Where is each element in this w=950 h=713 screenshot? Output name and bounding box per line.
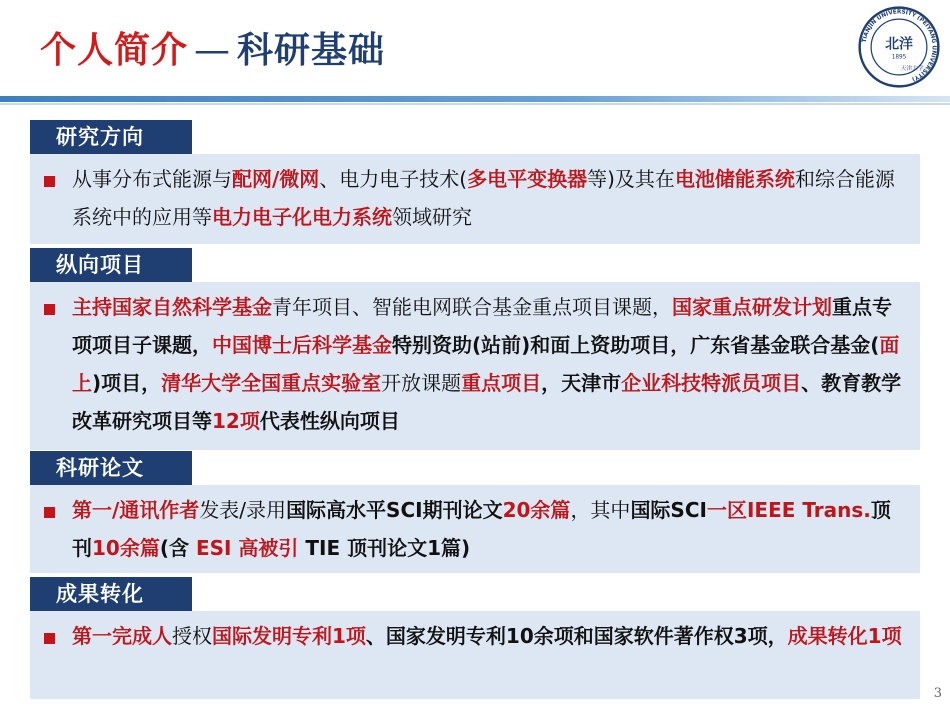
- highlight-text: 主持国家自然科学基金: [72, 295, 272, 319]
- highlight-text: 10余篇: [92, 536, 160, 560]
- section-text: [72, 624, 902, 648]
- page-title: [40, 22, 385, 73]
- title-main: 个人简介: [40, 30, 189, 71]
- logo-script: 天津大学: [900, 65, 924, 72]
- body-text: 、教育教学改革研究项目等: [72, 371, 902, 433]
- body-text: 、电力电子技术(: [319, 167, 468, 191]
- highlight-text: 多电平变换器: [467, 167, 588, 191]
- body-text: 授权: [172, 624, 212, 648]
- highlight-text: 12项: [212, 409, 260, 433]
- body-text: 和综合能源系统中的应用等: [72, 167, 895, 229]
- header-rule-light: [0, 103, 950, 105]
- page-number: 3: [933, 686, 942, 701]
- body-text: 等)及其在: [587, 167, 675, 191]
- university-logo: [858, 6, 940, 88]
- header-rule: [0, 96, 950, 102]
- section-heading-achievements: 成果转化: [30, 577, 192, 611]
- body-text: 国际SCI: [630, 498, 707, 522]
- highlight-text: 第一/通讯作者: [72, 498, 200, 522]
- section-panel-achievements: [30, 611, 920, 699]
- section-panel-projects: [30, 282, 920, 450]
- highlight-text: 中国博士后科学基金: [212, 333, 392, 357]
- body-text: 重点专项项目子课题，: [72, 295, 892, 357]
- section-text: [72, 295, 901, 433]
- body-text: 、国家发明专利10余项和国家软件著作权3项，: [365, 624, 788, 648]
- highlight-text: 电池储能系统: [674, 167, 795, 191]
- body-text: 领域研究: [392, 205, 472, 229]
- body-text: 国际高水平SCI期刊论文: [286, 498, 503, 522]
- body-text: 从事分布式能源与: [72, 167, 232, 191]
- highlight-text: 国家重点研发计划: [672, 295, 832, 319]
- section-text: [72, 498, 891, 560]
- body-text: 特别资助(站前)和面上资助项目，广东省基金联合基金(: [392, 333, 880, 357]
- bullet-square-icon: [44, 176, 55, 187]
- bullet-square-icon: [44, 304, 55, 315]
- logo-year: 1895: [891, 54, 907, 61]
- bullet-square-icon: [44, 507, 55, 518]
- highlight-text: 面上: [72, 333, 900, 395]
- body-text: 开放课题: [381, 371, 462, 395]
- body-text: 顶刊: [72, 498, 891, 560]
- section-heading-research-direction: 研究方向: [30, 120, 192, 154]
- body-text: 青年项目、智能电网联合基金重点项目课题，: [272, 295, 672, 319]
- highlight-text: 第一完成人: [72, 624, 172, 648]
- body-text: (含: [159, 536, 196, 560]
- body-text: TIE 顶刊论文1篇): [298, 536, 471, 560]
- section-panel-research-direction: [30, 154, 920, 244]
- title-sub: 科研基础: [237, 30, 386, 71]
- highlight-text: 企业科技特派员项目: [621, 371, 802, 395]
- logo-ring-text: TIANJIN UNIVERSITY (PEIYANG UNIVERSITY): [861, 9, 937, 82]
- highlight-text: 清华大学全国重点实验室: [161, 371, 382, 395]
- title-dash: —: [194, 30, 232, 71]
- highlight-text: 20余篇: [502, 498, 571, 522]
- body-text: ，其中: [570, 498, 631, 522]
- highlight-text: 重点项目: [461, 371, 542, 395]
- highlight-text: 一区IEEE Trans.: [706, 498, 871, 522]
- highlight-text: 电力电子化电力系统: [212, 205, 392, 229]
- highlight-text: ESI 高被引: [195, 536, 299, 560]
- highlight-text: 配网/微网: [232, 167, 320, 191]
- body-text: ，天津市: [541, 371, 622, 395]
- section-heading-papers: 科研论文: [30, 451, 192, 485]
- section-heading-projects: 纵向项目: [30, 248, 192, 282]
- bullet-square-icon: [44, 633, 55, 644]
- section-panel-papers: [30, 485, 920, 573]
- body-text: 代表性纵向项目: [259, 409, 400, 433]
- section-text: [72, 167, 895, 229]
- body-text: 发表/录用: [199, 498, 287, 522]
- highlight-text: 成果转化1项: [787, 624, 902, 648]
- logo-center-text: 北洋: [885, 36, 913, 53]
- body-text: )项目，: [92, 371, 162, 395]
- highlight-text: 国际发明专利1项: [212, 624, 366, 648]
